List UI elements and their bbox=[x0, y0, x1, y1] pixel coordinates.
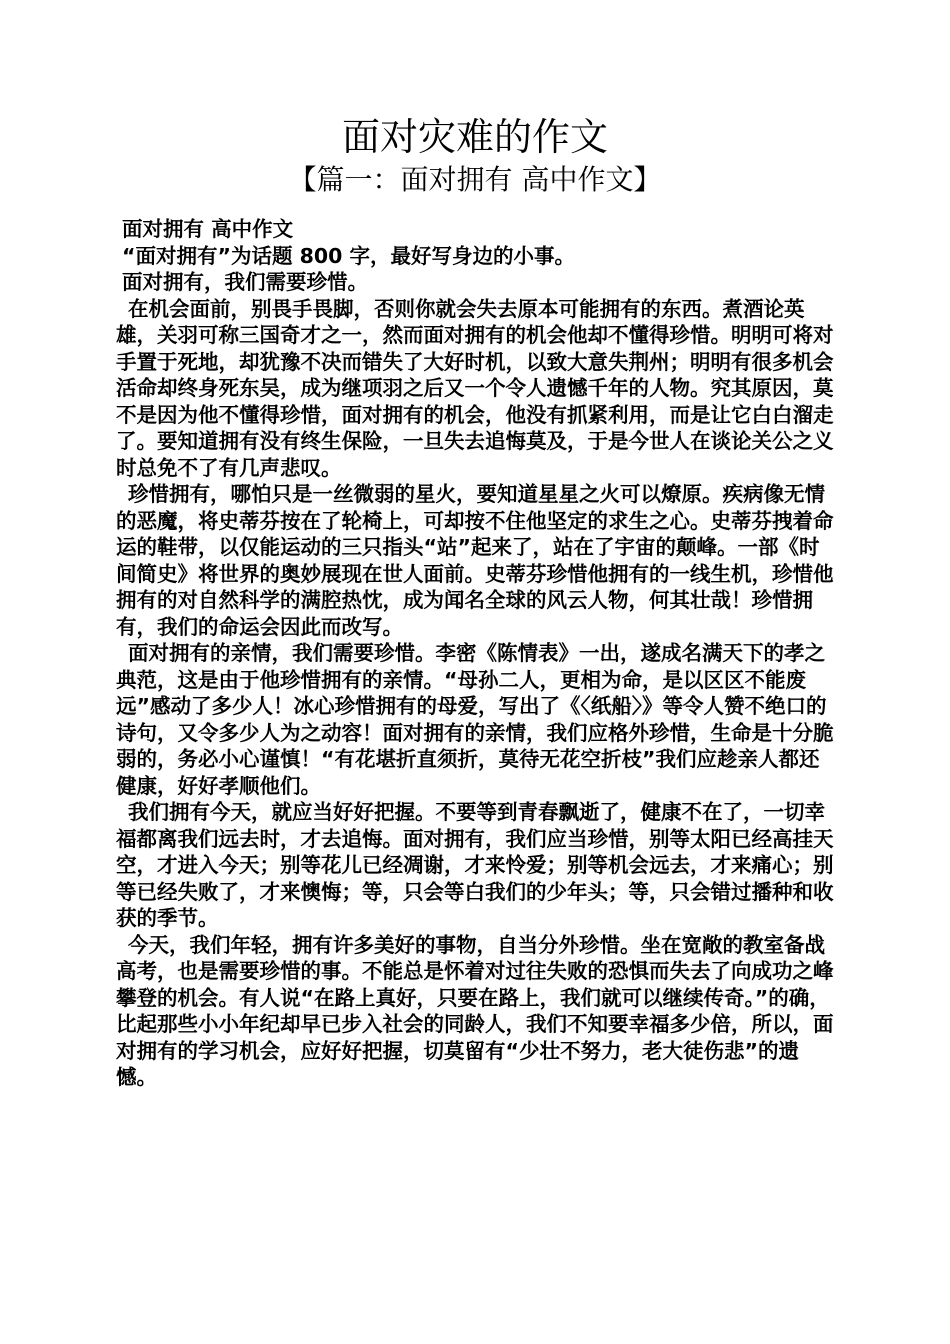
essay-heading: 面对拥有 高中作文 bbox=[122, 217, 294, 241]
document-subtitle: 【篇一：面对拥有 高中作文】 bbox=[288, 163, 662, 196]
document-title: 面对灾难的作文 bbox=[341, 115, 608, 159]
essay-topic-line: “面对拥有”为话题 800 字，最好写身边的小事。 bbox=[122, 243, 576, 268]
essay-paragraph-2: 珍惜拥有，哪怕只是一丝微弱的星火，要知道星星之火可以燎原。疾病像无情的恶魔，将史蒂芬按在了轮椅上，可却按不住他坚定的求生之心。史蒂芬拽着命运的鞋带，以仅能运动的三只指头“站”起来了，站在了宇宙的颠峰。一部《时间简史》将世界的奥妙展现在世人面前。史蒂芬珍惜他拥有的一线生机，珍惜他拥有的对自然科学的满腔热忱，成为闻名全球的风云人物，何其壮哉！珍惜拥有，我们的命运会因此而改写。 bbox=[116, 482, 834, 639]
essay-paragraph-4: 我们拥有今天，就应当好好把握。不要等到青春飘逝了，健康不在了，一切幸福都离我们远去时，才去追悔。面对拥有，我们应当珍惜，别等太阳已经高挂天空，才进入今天；别等花儿已经凋谢，才来怜爱；别等机会远去，才来痛心；别等已经失败了，才来懊悔；等，只会等白我们的少年头；等，只会错过播种和收获的季节。 bbox=[116, 800, 834, 930]
essay-paragraph-3: 面对拥有的亲情，我们需要珍惜。李密《陈情表》一出，遂成名满天下的孝之典范，这是由于他珍惜拥有的亲情。“母孙二人，更相为命，是以区区不能废远”感动了多少人！冰心珍惜拥有的母爱，写出了《〈纸船〉》等令人赞不绝口的诗句，又令多少人为之动容！面对拥有的亲情，我们应格外珍惜，生命是十分脆弱的，务必小心谨慎！“有花堪折直须折，莫待无花空折枝”我们应趁亲人都还健康，好好孝顺他们。 bbox=[116, 641, 834, 798]
essay-body bbox=[116, 216, 838, 1091]
essay-thesis-line: 面对拥有，我们需要珍惜。 bbox=[122, 270, 368, 294]
essay-paragraph-1: 在机会面前，别畏手畏脚，否则你就会失去原本可能拥有的东西。煮酒论英雄，关羽可称三国奇才之一，然而面对拥有的机会他却不懂得珍惜。明明可将对手置于死地，却犹豫不决而错失了大好时机，以致大意失荆州；明明有很多机会活命却终身死东吴，成为继项羽之后又一个令人遗憾千年的人物。究其原因，莫不是因为他不懂得珍惜，面对拥有的机会，他没有抓紧利用，而是让它白白溜走了。要知道拥有没有终生保险，一旦失去追悔莫及，于是今世人在谈论关公之义时总免不了有几声悲叹。 bbox=[116, 296, 834, 480]
essay-paragraph-5: 今天，我们年轻，拥有许多美好的事物，自当分外珍惜。坐在宽敞的教室备战高考，也是需要珍惜的事。不能总是怀着对过往失败的恐惧而失去了向成功之峰攀登的机会。有人说“在路上真好，只要在路上，我们就可以继续传奇。”的确，比起那些小小年纪却早已步入社会的同龄人，我们不知要幸福多少倍，所以，面对拥有的学习机会，应好好把握，切莫留有“少壮不努力，老大徒伤悲”的遗憾。 bbox=[116, 932, 834, 1089]
